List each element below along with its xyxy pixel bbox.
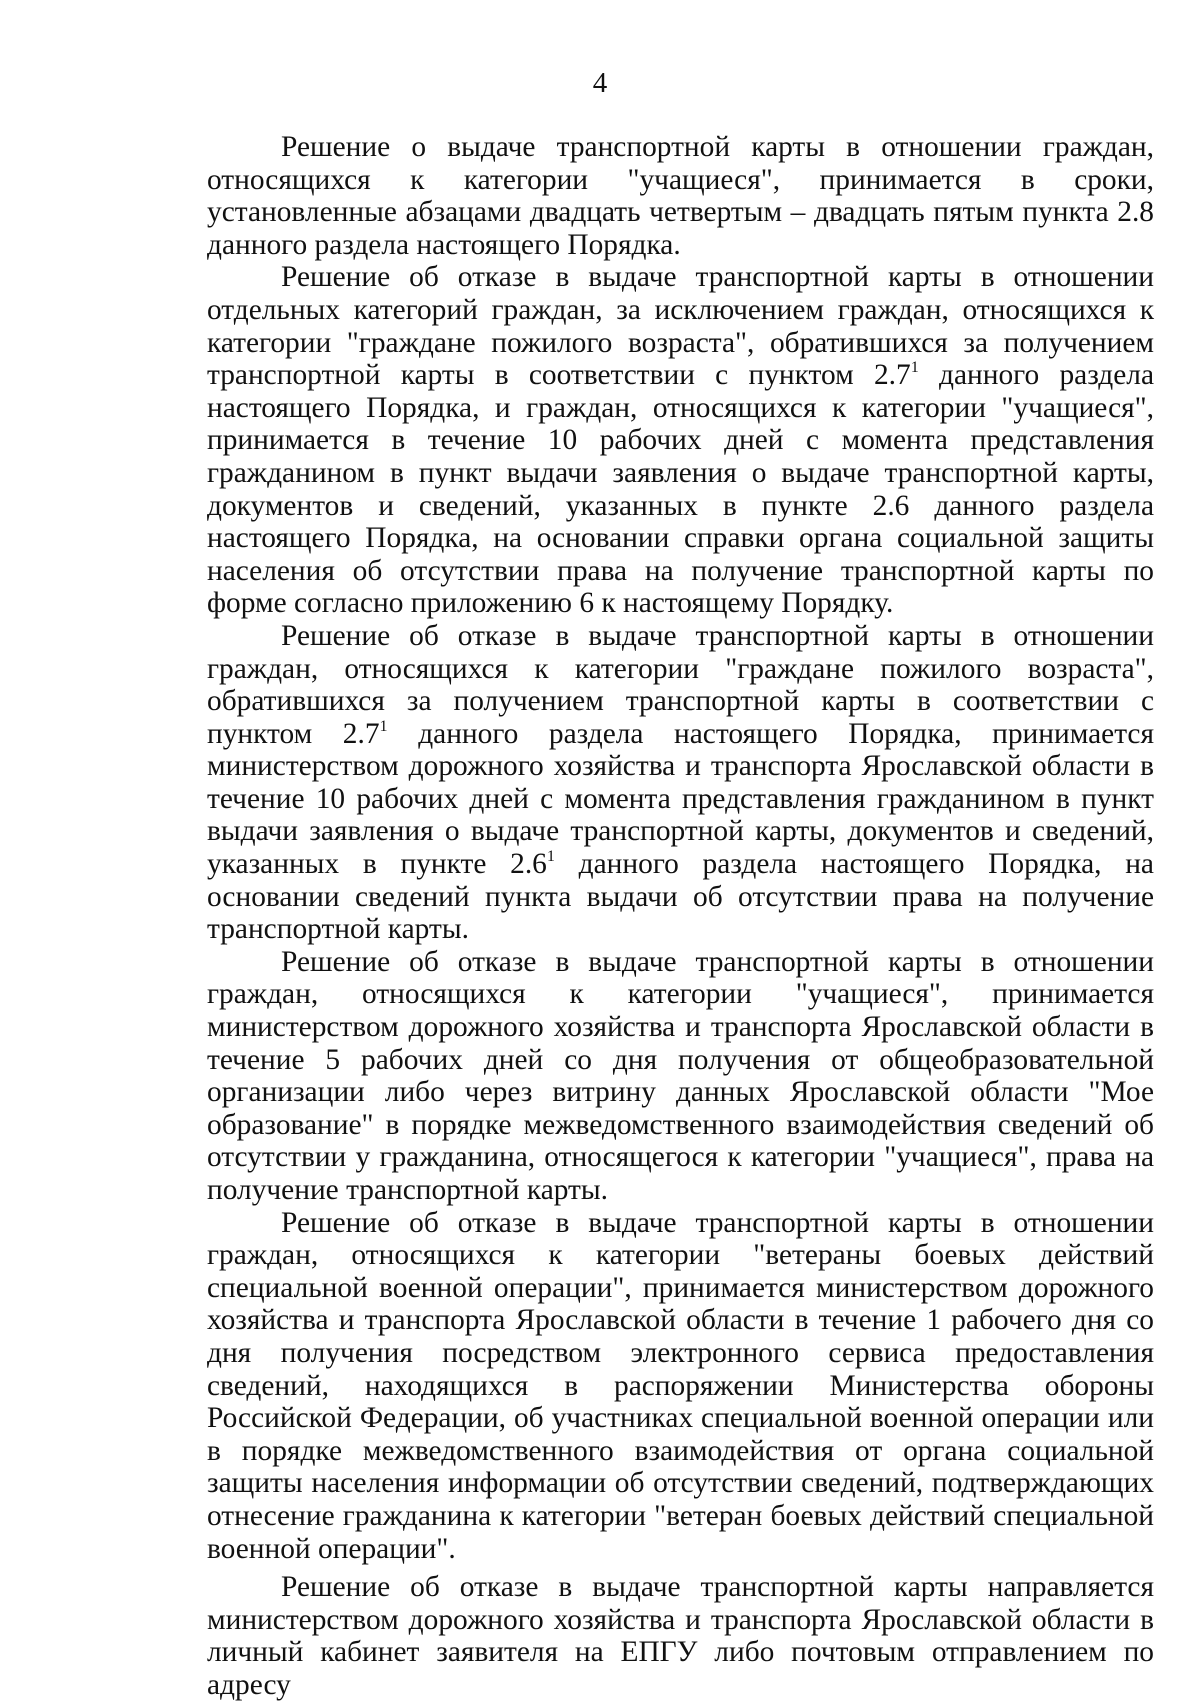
paragraph-text: данного раздела настоящего Порядка, и граждан, относящихся к категории "учащиеся", принимается в течение 10 рабочих дней с момента представления гражданином в пункт выдачи заявления о выдаче транспортной карты, документов и сведений, указанных в пункте 2.6 данного раздела настоящего Порядка, на основании справки органа социальной защиты населения об отсутствии права на получение транспортной карты по форме согласно приложению 6 к настоящему Порядку. — [207, 359, 1154, 620]
superscript-marker: 1 — [546, 847, 555, 865]
paragraph-text: данного раздела настоящего Порядка, принимается министерством дорожного хозяйства и транспорта Ярославской области в течение 10 рабочих дней с момента представления гражданином в пункт выдачи заявления о выдаче транспортной карты, документов и сведений, указанных в пункте 2.6 — [207, 717, 1154, 881]
paragraph-text: Решение об отказе в выдаче транспортной карты в отношении отдельных категорий граждан, за исключением граждан, относящихся к категории "граждане пожилого возраста", обратившихся за получением транспортной карты в соответствии с пунктом 2.7 — [207, 261, 1154, 392]
paragraph-refusal-elderly — [207, 620, 1154, 946]
paragraph-refusal-students — [207, 946, 1154, 1207]
paragraph-text: Решение об отказе в выдаче транспортной карты в отношении граждан, относящихся к категории "учащиеся", принимается министерством дорожного хозяйства и транспорта Ярославской области в течение 5 рабочих дней со дня получения от общеобразовательной организации либо через витрину данных Ярославской области "Мое образование" в порядке межведомственного взаимодействия сведений об отсутствии у гражданина, относящегося к категории "учащиеся", права на получение транспортной карты. — [207, 945, 1154, 1206]
paragraph-text: Решение об отказе в выдаче транспортной карты в отношении граждан, относящихся к категории "ветераны боевых действий специальной военной операции", принимается министерством дорожного хозяйства и транспорта Ярославской области в течение 1 рабочего дня со дня получения посредством электронного сервиса предоставления сведений, находящихся в распоряжении Министерства обороны Российской Федерации, об участниках специальной военной операции или в порядке межведомственного взаимодействия от органа социальной защиты населения информации об отсутствии сведений, подтверждающих отнесение гражданина к категории "ветеран боевых действий специальной военной операции". — [207, 1206, 1154, 1565]
document-body — [207, 131, 1154, 1702]
superscript-marker: 1 — [910, 359, 919, 377]
superscript-marker: 1 — [379, 717, 388, 735]
paragraph-student-card-decision — [207, 131, 1154, 261]
paragraph-refusal-notification — [207, 1571, 1154, 1701]
paragraph-text: Решение об отказе в выдаче транспортной карты в отношении граждан, относящихся к категории "граждане пожилого возраста", обратившихся за получением транспортной карты в соответствии с пунктом 2.7 — [207, 619, 1154, 750]
paragraph-text: данного раздела настоящего Порядка, на основании сведений пункта выдачи об отсутствии права на получение транспортной карты. — [207, 848, 1154, 946]
paragraph-refusal-general — [207, 261, 1154, 620]
page-number: 4 — [592, 67, 608, 99]
paragraph-text: Решение о выдаче транспортной карты в отношении граждан, относящихся к категории "учащиеся", принимается в сроки, установленные абзацами двадцать четвертым – двадцать пятым пункта 2.8 данного раздела настоящего Порядка. — [207, 131, 1154, 261]
paragraph-refusal-veterans — [207, 1207, 1154, 1566]
paragraph-text: Решение об отказе в выдаче транспортной карты направляется министерством дорожного хозяйства и транспорта Ярославской области в личный кабинет заявителя на ЕПГУ либо почтовым отправлением по адресу — [207, 1571, 1154, 1701]
